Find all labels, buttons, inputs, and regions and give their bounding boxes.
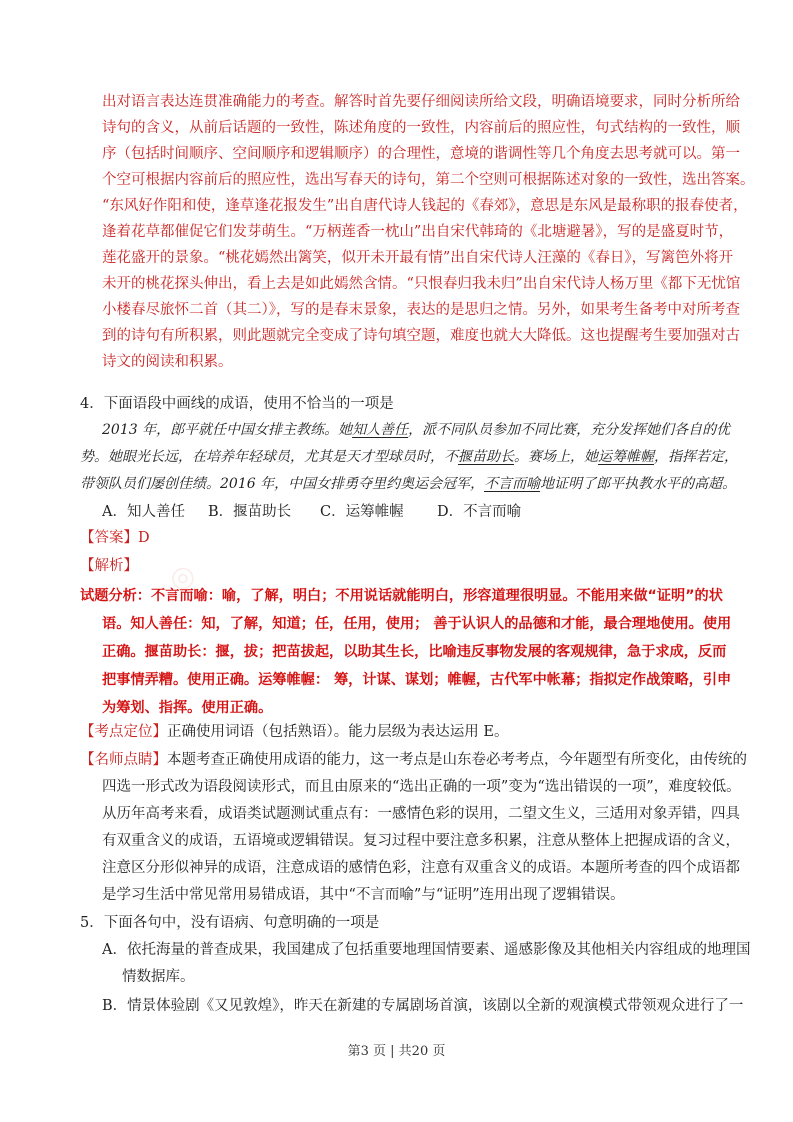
kaodian-label: 【考点定位】	[80, 724, 167, 740]
text-line: 诗文的阅读和积累。	[102, 354, 233, 370]
text-line: 未开的桃花探头伸出，看上去是如此嫣然含情。“只恨春归我未归”出自宋代诗人杨万里《都下无忧馆	[102, 276, 741, 292]
watermark: ◎	[165, 557, 199, 596]
text-line: 是学习生活中常见常用易错成语，其中“不言而喻”与“证明”连用出现了逻辑错误。	[102, 887, 625, 903]
answer	[80, 528, 150, 548]
text-line: 个空可根据内容前后的照应性，选出写春天的诗句，第二个空则可根据陈述对象的一致性，选出答案。	[102, 172, 755, 188]
question-5-title: 5．下面各句中，没有语病、句意明确的一项是	[80, 915, 380, 931]
mingshi-first-line	[80, 750, 747, 770]
page-footer: 第3 页 | 共20 页	[347, 1044, 446, 1059]
option-a: A．知人善任	[102, 504, 185, 520]
passage-text: 带领队员们屡创佳绩。2016 年，中国女排勇夺里约奥运会冠军，	[80, 476, 485, 492]
text-line: 为筹划、指挥。使用正确。	[102, 700, 273, 716]
underlined-idiom: 知人善任	[352, 422, 409, 438]
text-line: 到的诗句有所积累，则此题就完全变成了诗句填空题，难度也就大大降低。这也提醒考生要加强对古	[102, 328, 740, 344]
q4-passage-line	[102, 420, 730, 440]
text-line: 逢着花草都催促它们发芽萌生。“万柄莲香一枕山”出自宋代韩琦的《北塘避暑》，写的是盛夏时节，	[102, 224, 734, 240]
text-line: 出对语言表达连贯准确能力的考查。解答时首先要仔细阅读所给文段，明确语境要求，同时分析所给	[102, 94, 740, 110]
option-b: B．揠苗助长	[208, 504, 292, 520]
q5-option-a-cont: 情数据库。	[122, 969, 195, 985]
kaodian-text: 正确使用词语（包括熟语）。能力层级为表达运用 E。	[167, 724, 509, 740]
underlined-idiom: 运筹帷幄	[598, 449, 654, 465]
passage-text: ，指挥若定，	[654, 449, 738, 465]
passage-text: 。赛场上，她	[514, 449, 598, 465]
passage-text: ，派不同队员参加不同比赛，充分发挥她们各自的优	[408, 422, 731, 438]
q5-option-a: A．依托海量的普查成果，我国建成了包括重要地理国情要素、遥感影像及其他相关内容组成的地理国	[102, 942, 751, 958]
analysis-label: 【解析】	[80, 558, 138, 574]
option-c: C．运筹帷幄	[320, 504, 404, 520]
q4-passage-line	[80, 447, 738, 467]
text-line: 四选一形式改为语段阅读形式，而且由原来的“选出正确的一项”变为“选出错误的一项”，难度较低。	[102, 779, 741, 795]
passage-text: 2013 年，郎平就任中国女排主教练。她	[102, 422, 353, 438]
question-4-title: 4．下面语段中画线的成语，使用不恰当的一项是	[80, 396, 394, 412]
text-line: 注意区分形似神异的成语，注意成语的感情色彩，注意有双重含义的成语。本题所考查的四个成语都	[102, 860, 740, 876]
q4-passage-line	[80, 474, 736, 494]
kaodian	[80, 722, 508, 742]
text-line: 小楼春尽旅怀二首（其二）》，写的是春末景象，表达的是思归之情。另外，如果考生备考中对所考查	[102, 302, 740, 318]
underlined-idiom: 不言而喻	[484, 476, 541, 492]
answer-label: 【答案】	[80, 530, 138, 546]
mingshi-text: 本题考查正确使用成语的能力，这一考点是山东卷必考考点，今年题型有所变化，由传统的	[167, 752, 747, 768]
text-line: “东风好作阳和使，逢草逢花报发生”出自唐代诗人钱起的《春郊》，意思是东风是最称职的报春使者，	[102, 198, 748, 214]
text-line: 有双重含义的成语，五语境或逻辑错误。复习过程中要注意多积累，注意从整体上把握成语的含义，	[102, 833, 740, 849]
answer-value: D	[138, 530, 150, 546]
text-line: 把事情弄糟。使用正确。运筹帷幄： 筹，计谋、谋划；帷幄，古代军中帐幕；指拟定作战策略，引申	[102, 672, 732, 688]
mingshi-label: 【名师点睛】	[80, 752, 167, 768]
text-line: 语。知人善任：知，了解，知道；任，任用，使用； 善于认识人的品德和才能，最合理地使用。使用	[102, 616, 732, 632]
text-line: 试题分析：不言而喻：喻，了解，明白；不用说话就能明白，形容道理很明显。不能用来做“证明”的状	[80, 588, 723, 604]
text-line: 正确。揠苗助长：揠，拔；把苗拔起，以助其生长，比喻违反事物发展的客观规律，急于求成，反而	[102, 644, 727, 660]
passage-text: 地证明了郎平执教水平的高超。	[540, 476, 737, 492]
text-line: 从历年高考来看，成语类试题测试重点有：一感情色彩的误用，二望文生义，三适用对象弄错，四具	[102, 806, 740, 822]
text-line: 莲花盛开的景象。“桃花嫣然出篱笑，似开未开最有情”出自宋代诗人汪藻的《春日》，写篱笆外将开	[102, 250, 734, 266]
underlined-idiom: 揠苗助长	[458, 449, 514, 465]
text-line: 序（包括时间顺序、空间顺序和逻辑顺序）的合理性，意境的谐调性等几个角度去思考就可以。第一	[102, 146, 740, 162]
q5-option-b: B．情景体验剧《又见敦煌》，昨天在新建的专属剧场首演，该剧以全新的观演模式带领观众进行了一	[102, 998, 744, 1014]
passage-text: 势。她眼光长远，在培养年轻球员，尤其是天才型球员时，不	[80, 449, 458, 465]
option-d: D．不言而喻	[437, 504, 522, 520]
text-line: 诗句的含义，从前后话题的一致性，陈述角度的一致性，内容前后的照应性，句式结构的一致性，顺	[102, 120, 740, 136]
